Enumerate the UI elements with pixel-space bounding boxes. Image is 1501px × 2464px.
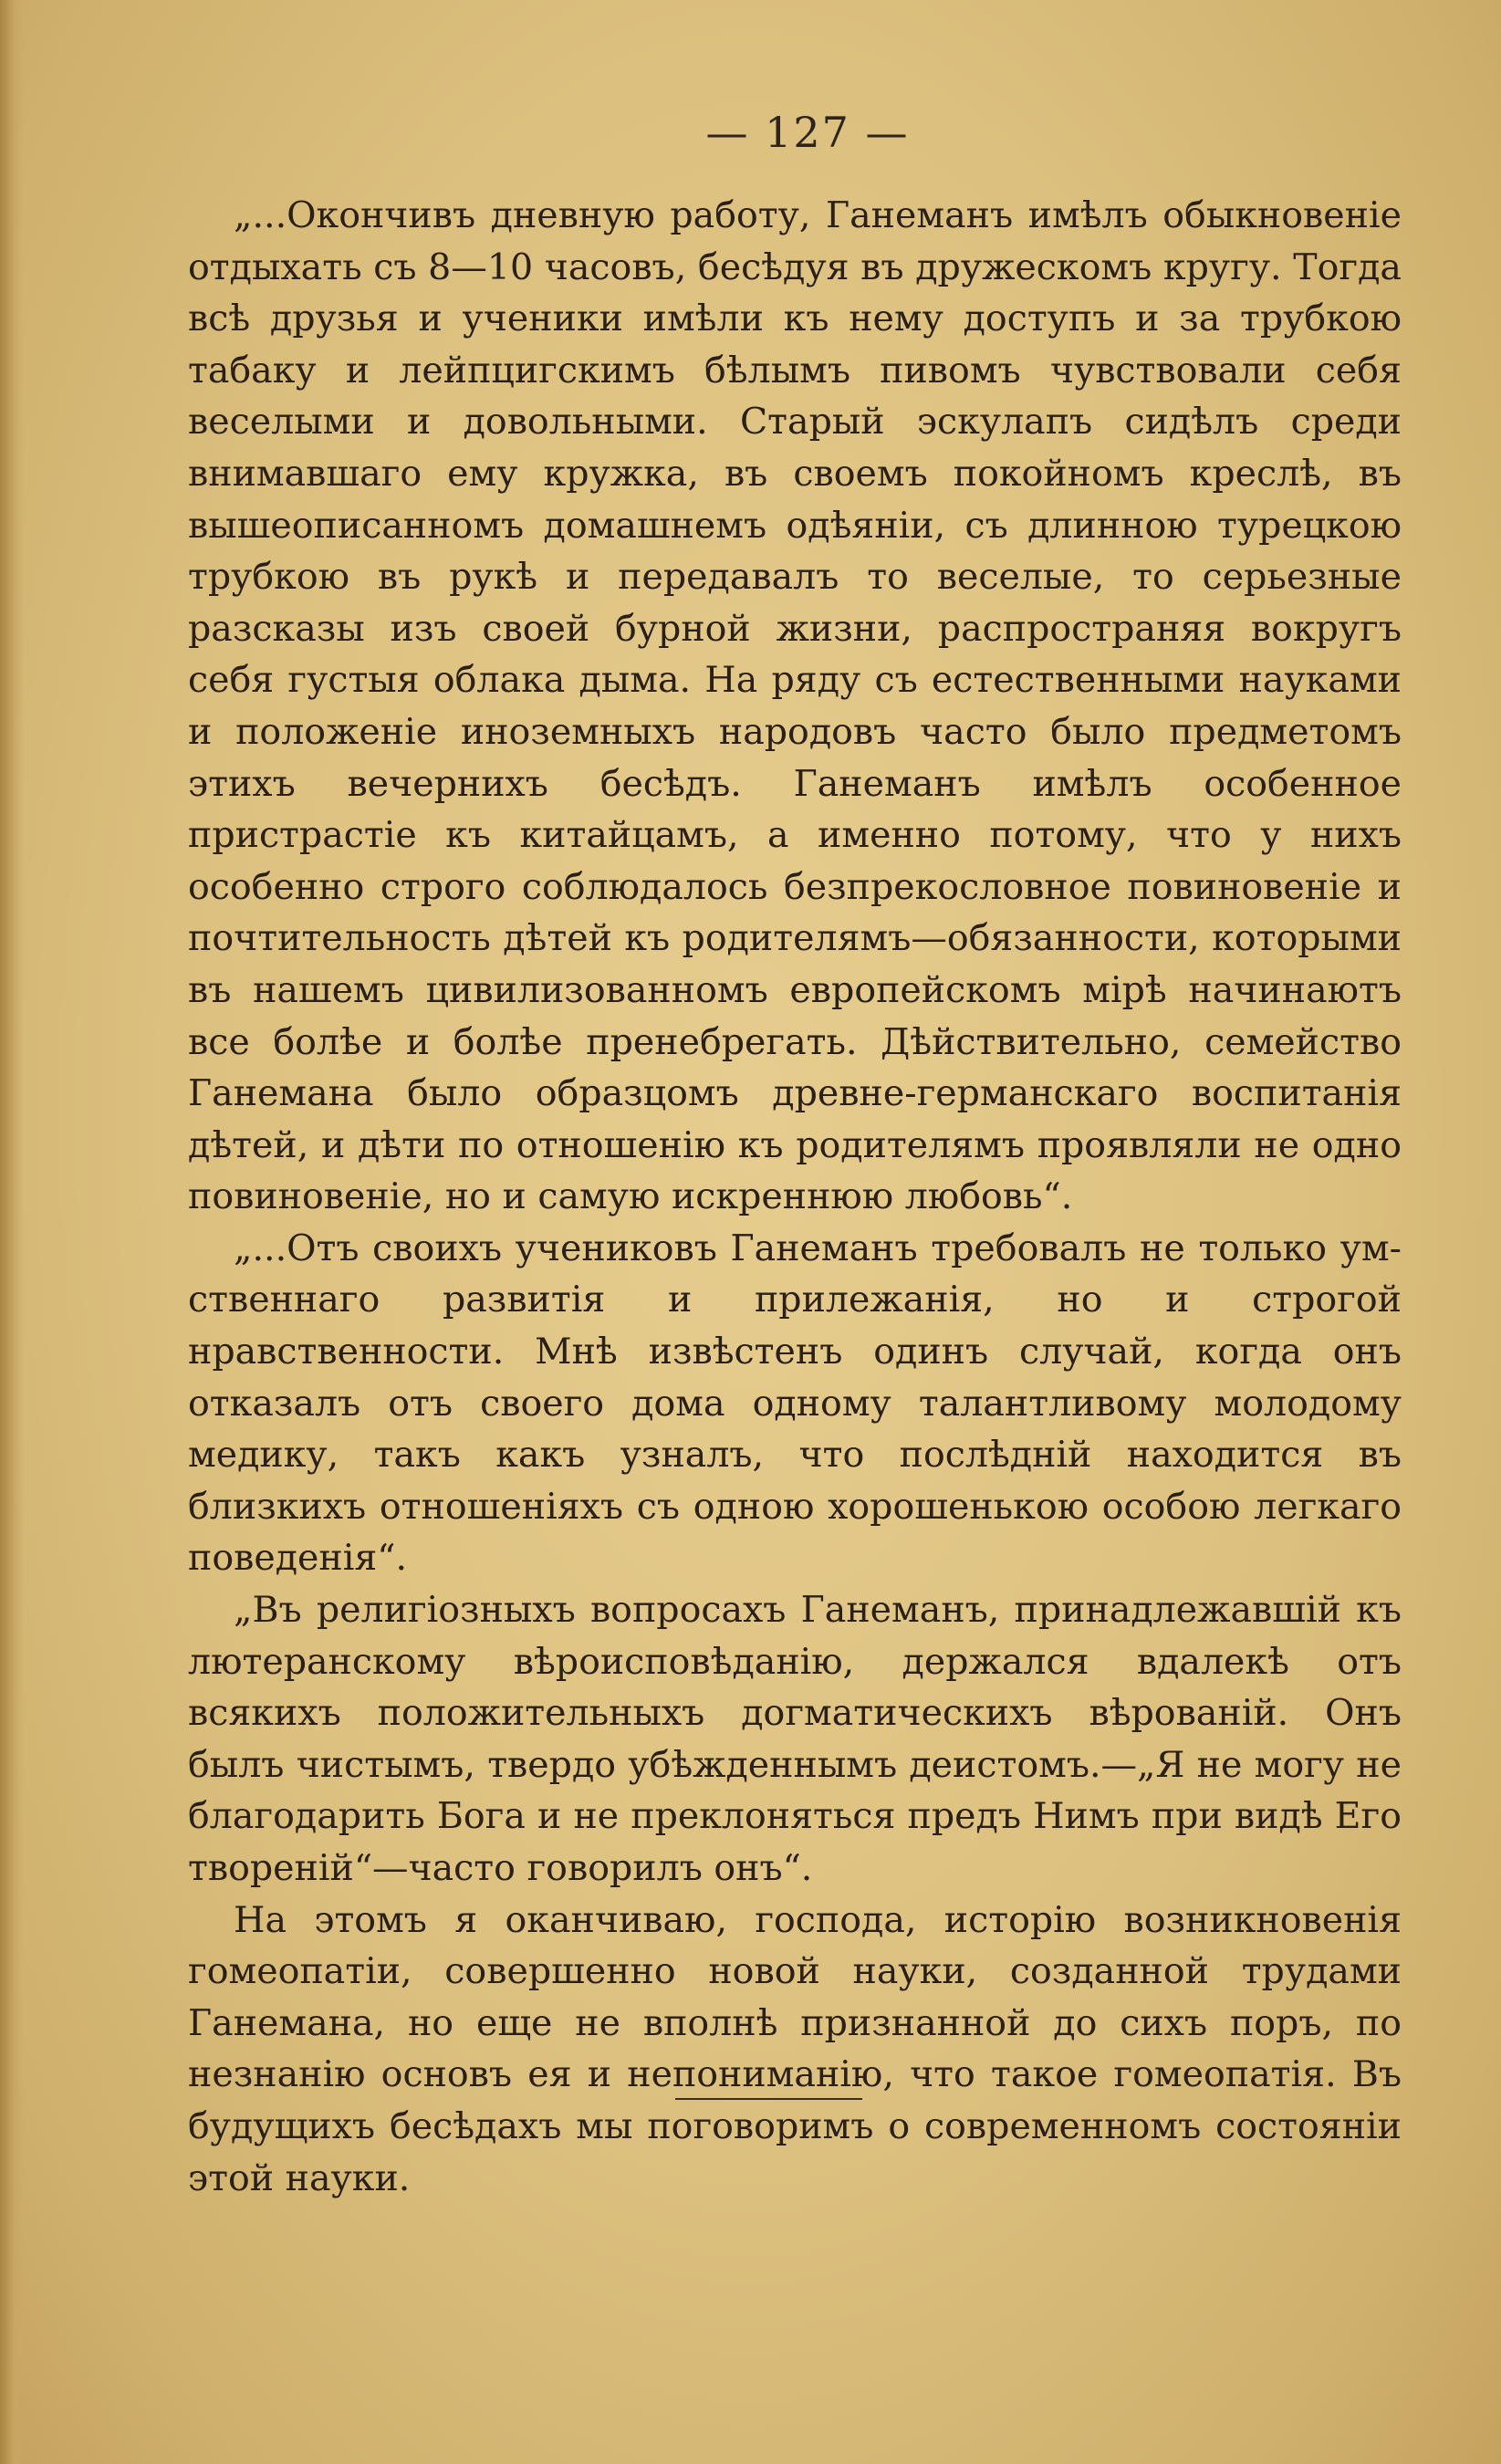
page-text-block [188,108,1402,2204]
page-binding-edge [0,0,24,2464]
paragraph-religious-views: „Въ религіозныхъ вопросахъ Ганеманъ, принадлежавшій къ лютеранскому вѣроисповѣданію, держался вдалекѣ отъ всякихъ положительныхъ догматическихъ вѣрованій. Онъ былъ чистымъ, твердо убѣжденнымъ деистомъ.—„Я не могу не благодарить Бога и не преклоняться предъ Нимъ при видѣ Его твореній“—часто говорилъ онъ“. [188,1589,1402,1889]
end-rule [675,2098,862,2100]
paragraph-conclusion: На этомъ я оканчиваю, господа, исторію возникновенія гомеопатіи, совершенно новой науки, созданной трудами Ганемана, но еще не вполнѣ признанной до сихъ поръ, по незнанію основъ ея и непониманію, что такое гомеопатія. Въ будущихъ бесѣдахъ мы поговоримъ о современномъ состояніи этой науки. [188,1898,1402,2199]
page-number: — 127 — [705,108,910,157]
paragraph-evening-gatherings: „...Окончивъ дневную работу, Ганеманъ имѣлъ обыкновеніе отдыхать съ 8—10 часовъ, бесѣдуя въ дружескомъ кругу. Тогда всѣ друзья и ученики имѣли къ нему доступъ и за трубкою табаку и лейпцигскимъ бѣлымъ пивомъ чувствовали себя веселыми и довольными. Старый эскулапъ сидѣлъ среди внимавшаго ему кружка, въ своемъ покойномъ креслѣ, въ вышеописанномъ домашнемъ одѣяніи, съ длинною турецкою трубкою въ рукѣ и передавалъ то веселые, то серьезные разсказы изъ своей бурной жизни, распространяя вокругъ себя густыя облака дыма. На ряду съ естественными науками и положеніе иноземныхъ народовъ часто было предметомъ этихъ вечернихъ бесѣдъ. Ганеманъ имѣлъ особенное пристрастіе къ китайцамъ, а именно потому, что у нихъ особенно строго соблюдалось безпрекословное повиновеніе и почтительность дѣтей къ родителямъ—обязанности, которыми въ нашемъ цивилизованномъ европейскомъ мірѣ начинаютъ все болѣе и болѣе пренебрегать. Дѣйствительно, семейство Ганемана было образцомъ древне-германскаго воспитанія дѣтей, и дѣти по отношенію къ родителямъ проявляли не одно повиновеніе, но и самую искреннюю любовь“. [188,194,1402,1218]
paragraph-students-morality: „...Отъ своихъ учениковъ Ганеманъ требовалъ не только умственнаго развитія и прилежанія, но и строгой нравственности. Мнѣ извѣстенъ одинъ случай, когда онъ отказалъ отъ своего дома одному талантливому молодому медику, такъ какъ узналъ, что послѣдній находится въ близкихъ отношеніяхъ съ одною хорошенькою особою легкаго поведенія“. [188,1227,1402,1580]
